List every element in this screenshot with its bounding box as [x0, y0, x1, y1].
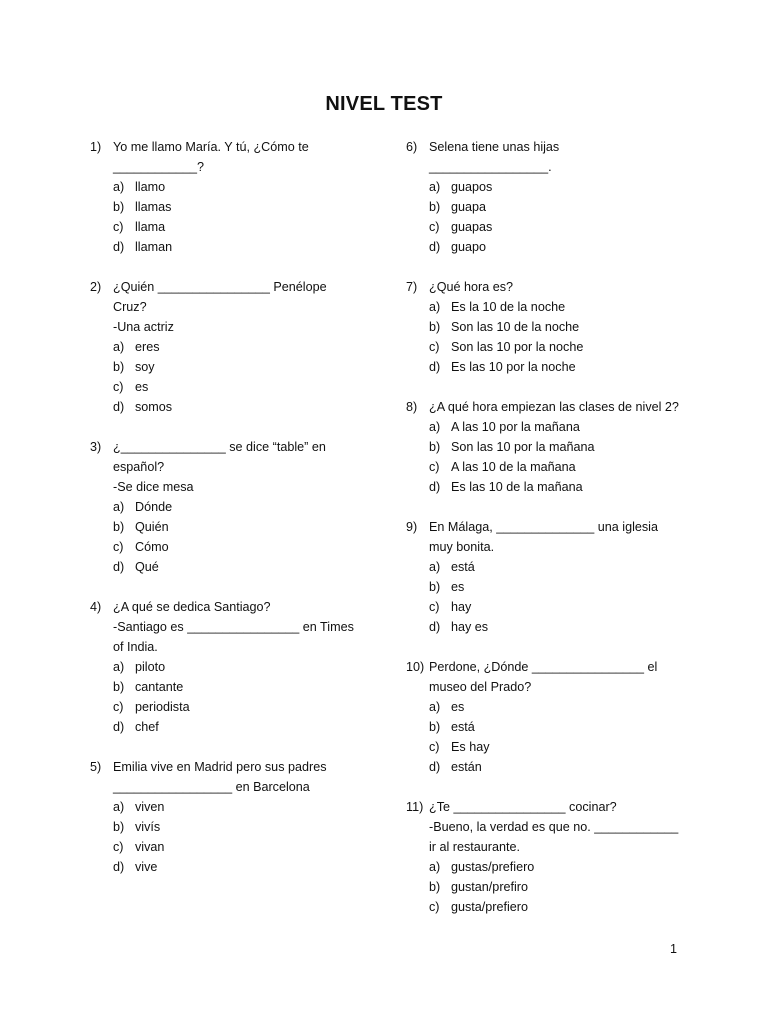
question-item: [406, 657, 688, 777]
question-item: [406, 137, 688, 257]
option-letter: d): [113, 400, 125, 414]
option-text: Son las 10 por la mañana: [451, 440, 595, 454]
question-item: [90, 137, 372, 257]
option-letter: a): [429, 860, 441, 874]
question-line: [406, 277, 688, 297]
question-item: [406, 797, 688, 917]
option-text: hay es: [451, 620, 489, 634]
option-letter: b): [429, 720, 441, 734]
question-item: [406, 517, 688, 637]
option-text: es: [451, 700, 465, 714]
option-text: está: [451, 560, 475, 574]
question-number: 8): [406, 400, 418, 414]
option-letter: a): [429, 420, 441, 434]
answer-option: [90, 717, 372, 737]
question-line: [90, 137, 372, 157]
option-letter: a): [429, 300, 441, 314]
question-text: -Santiago es ________________ en Times: [113, 620, 354, 634]
option-letter: b): [113, 360, 125, 374]
question-number: 1): [90, 140, 102, 154]
option-text: eres: [135, 340, 160, 354]
option-text: es: [135, 380, 149, 394]
question-text: -Se dice mesa: [113, 480, 194, 494]
option-letter: c): [429, 600, 440, 614]
option-text: Son las 10 por la noche: [451, 340, 584, 354]
answer-option: [90, 377, 372, 397]
answer-option: [406, 697, 688, 717]
option-letter: b): [113, 820, 125, 834]
option-letter: c): [429, 900, 440, 914]
option-letter: d): [429, 240, 441, 254]
question-line: [406, 657, 688, 677]
answer-option: [90, 697, 372, 717]
answer-option: [406, 577, 688, 597]
answer-option: [90, 177, 372, 197]
question-number: 6): [406, 140, 418, 154]
option-text: A las 10 de la mañana: [451, 460, 576, 474]
question-text: ¿Te ________________ cocinar?: [429, 800, 617, 814]
question-item: [90, 597, 372, 737]
question-number: 7): [406, 280, 418, 294]
answer-option: [406, 177, 688, 197]
answer-option: [406, 437, 688, 457]
option-text: Es las 10 por la noche: [451, 360, 576, 374]
option-text: guapas: [451, 220, 493, 234]
question-item: [90, 757, 372, 877]
question-item: [90, 277, 372, 417]
option-letter: d): [113, 720, 125, 734]
answer-option: [406, 457, 688, 477]
question-text: of India.: [113, 640, 158, 654]
answer-option: [90, 237, 372, 257]
question-text: _________________ en Barcelona: [113, 780, 310, 794]
option-text: Es hay: [451, 740, 490, 754]
question-text: ¿_______________ se dice “table” en: [113, 440, 326, 454]
question-number: 3): [90, 440, 102, 454]
option-text: Son las 10 de la noche: [451, 320, 580, 334]
answer-option: [406, 737, 688, 757]
answer-option: [406, 597, 688, 617]
answer-option: [90, 217, 372, 237]
option-text: vivís: [135, 820, 161, 834]
option-letter: c): [113, 540, 124, 554]
answer-option: [406, 197, 688, 217]
answer-option: [406, 897, 688, 917]
question-number: 5): [90, 760, 102, 774]
option-letter: c): [429, 340, 440, 354]
option-text: Es la 10 de la noche: [451, 300, 566, 314]
option-letter: a): [113, 500, 125, 514]
page-number: 1: [670, 942, 678, 956]
answer-option: [90, 357, 372, 377]
document-title: NIVEL TEST: [325, 93, 443, 115]
question-number: 10): [406, 660, 425, 674]
question-text: muy bonita.: [429, 540, 495, 554]
option-letter: a): [113, 800, 125, 814]
option-letter: c): [113, 840, 124, 854]
answer-option: [406, 477, 688, 497]
answer-option: [406, 717, 688, 737]
option-letter: c): [113, 700, 124, 714]
option-text: cantante: [135, 680, 184, 694]
option-letter: d): [429, 620, 441, 634]
option-text: gustan/prefiro: [451, 880, 529, 894]
option-text: soy: [135, 360, 155, 374]
option-text: llama: [135, 220, 166, 234]
question-item: [90, 437, 372, 577]
question-text: español?: [113, 460, 165, 474]
question-text: ____________?: [113, 160, 205, 174]
option-text: Quién: [135, 520, 169, 534]
option-letter: a): [113, 340, 125, 354]
question-text: Perdone, ¿Dónde ________________ el: [429, 660, 658, 674]
answer-option: [90, 537, 372, 557]
question-text: museo del Prado?: [429, 680, 532, 694]
question-number: 9): [406, 520, 418, 534]
answer-option: [90, 497, 372, 517]
answer-option: [90, 557, 372, 577]
answer-option: [406, 357, 688, 377]
answer-option: [406, 757, 688, 777]
question-line: [90, 597, 372, 617]
question-number: 2): [90, 280, 102, 294]
option-letter: d): [113, 860, 125, 874]
answer-option: [406, 217, 688, 237]
option-letter: c): [429, 460, 440, 474]
question-line: [406, 797, 688, 817]
option-text: guapa: [451, 200, 487, 214]
answer-option: [90, 517, 372, 537]
answer-option: [90, 337, 372, 357]
option-letter: a): [113, 660, 125, 674]
option-letter: b): [429, 440, 441, 454]
option-letter: d): [113, 240, 125, 254]
option-text: Qué: [135, 560, 159, 574]
option-text: llamas: [135, 200, 172, 214]
option-text: gustas/prefiero: [451, 860, 535, 874]
answer-option: [406, 417, 688, 437]
question-text: _________________.: [429, 160, 552, 174]
option-letter: c): [429, 740, 440, 754]
option-text: chef: [135, 720, 159, 734]
answer-option: [90, 677, 372, 697]
answer-option: [406, 337, 688, 357]
option-letter: a): [429, 180, 441, 194]
option-text: viven: [135, 800, 165, 814]
option-text: periodista: [135, 700, 190, 714]
question-number: 4): [90, 600, 102, 614]
question-text: -Una actriz: [113, 320, 174, 334]
option-letter: b): [113, 200, 125, 214]
question-text: ir al restaurante.: [429, 840, 520, 854]
option-text: vivan: [135, 840, 165, 854]
questions-column-right: [406, 137, 688, 917]
option-letter: a): [113, 180, 125, 194]
option-letter: c): [113, 380, 124, 394]
question-item: [406, 397, 688, 497]
option-text: está: [451, 720, 475, 734]
option-text: guapo: [451, 240, 487, 254]
option-text: Es las 10 de la mañana: [451, 480, 583, 494]
answer-option: [406, 877, 688, 897]
option-text: llaman: [135, 240, 173, 254]
option-letter: a): [429, 700, 441, 714]
option-letter: d): [429, 760, 441, 774]
option-letter: b): [429, 200, 441, 214]
option-letter: b): [113, 680, 125, 694]
question-text: Emilia vive en Madrid pero sus padres: [113, 760, 327, 774]
option-text: vive: [135, 860, 158, 874]
question-text: En Málaga, ______________ una iglesia: [429, 520, 658, 534]
option-text: están: [451, 760, 482, 774]
option-letter: c): [113, 220, 124, 234]
option-letter: a): [429, 560, 441, 574]
question-line: [90, 277, 372, 297]
question-line: [90, 757, 372, 777]
option-text: A las 10 por la mañana: [451, 420, 580, 434]
option-text: guapos: [451, 180, 493, 194]
option-letter: d): [429, 360, 441, 374]
answer-option: [90, 197, 372, 217]
option-text: Dónde: [135, 500, 173, 514]
answer-option: [90, 837, 372, 857]
option-text: piloto: [135, 660, 166, 674]
option-letter: b): [429, 320, 441, 334]
question-text: -Bueno, la verdad es que no. ____________: [429, 820, 679, 834]
question-line: [406, 517, 688, 537]
answer-option: [406, 297, 688, 317]
option-text: somos: [135, 400, 173, 414]
option-text: llamo: [135, 180, 166, 194]
option-text: hay: [451, 600, 472, 614]
question-text: Selena tiene unas hijas: [429, 140, 560, 154]
answer-option: [90, 797, 372, 817]
option-text: es: [451, 580, 465, 594]
question-text: ¿A qué hora empiezan las clases de nivel 2?: [429, 400, 679, 414]
option-letter: b): [429, 580, 441, 594]
answer-option: [90, 817, 372, 837]
answer-option: [406, 557, 688, 577]
question-text: Cruz?: [113, 300, 147, 314]
question-line: [406, 397, 688, 417]
question-item: [406, 277, 688, 377]
question-text: ¿Qué hora es?: [429, 280, 514, 294]
option-text: gusta/prefiero: [451, 900, 529, 914]
answer-option: [406, 617, 688, 637]
questions-column-left: [90, 137, 372, 877]
answer-option: [90, 857, 372, 877]
option-text: Cómo: [135, 540, 169, 554]
question-number: 11): [406, 800, 424, 814]
question-text: ¿Quién ________________ Penélope: [113, 280, 327, 294]
question-text: ¿A qué se dedica Santiago?: [113, 600, 271, 614]
question-line: [406, 137, 688, 157]
answer-option: [406, 857, 688, 877]
question-line: [90, 437, 372, 457]
answer-option: [406, 317, 688, 337]
question-text: Yo me llamo María. Y tú, ¿Cómo te: [113, 140, 309, 154]
option-letter: d): [113, 560, 125, 574]
option-letter: c): [429, 220, 440, 234]
option-letter: d): [429, 480, 441, 494]
answer-option: [90, 657, 372, 677]
option-letter: b): [429, 880, 441, 894]
answer-option: [406, 237, 688, 257]
answer-option: [90, 397, 372, 417]
option-letter: b): [113, 520, 125, 534]
